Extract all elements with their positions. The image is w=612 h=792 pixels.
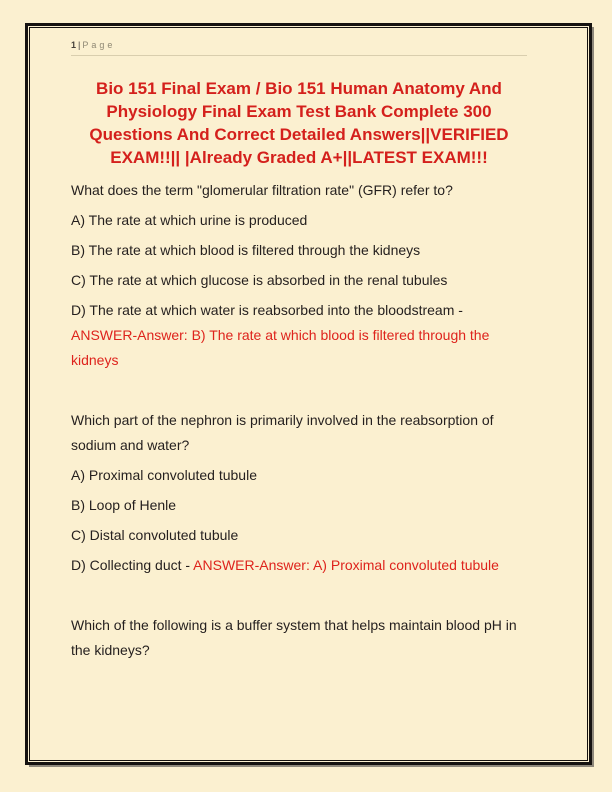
blank-line	[71, 378, 527, 403]
question-text: What does the term "glomerular filtration rate" (GFR) refer to?	[71, 182, 453, 198]
question-text: Which of the following is a buffer system that helps maintain blood pH in the kidneys?	[71, 617, 517, 658]
title-line: EXAM!!|| |Already Graded A+||LATEST EXAM!!!	[110, 148, 488, 167]
option-text: D) The rate at which water is reabsorbed into the bloodstream - ANSWER-Answer: B) The rate at which blood is filtered through the kidneys	[71, 302, 490, 368]
option-text: D) Collecting duct - ANSWER-Answer: A) Proximal convoluted tubule	[71, 557, 499, 573]
question-text: Which part of the nephron is primarily involved in the reabsorption of sodium and water?	[71, 412, 494, 453]
questions	[71, 178, 527, 663]
question-block	[71, 408, 527, 578]
option-text: B) The rate at which blood is filtered through the kidneys	[71, 242, 421, 258]
option-text: C) Distal convoluted tubule	[71, 527, 239, 543]
title-line: Bio 151 Final Exam / Bio 151 Human Anatomy And	[96, 79, 502, 98]
header-divider: |	[78, 40, 81, 50]
answer-text: ANSWER-Answer: B) The rate at which blood is filtered through the kidneys	[71, 327, 490, 368]
answer-text: ANSWER-Answer: A) Proximal convoluted tubule	[193, 557, 499, 573]
option-text: B) Loop of Henle	[71, 497, 177, 513]
title-line: Questions And Correct Detailed Answers||VERIFIED	[89, 125, 509, 144]
title-line: Physiology Final Exam Test Bank Complete 300	[106, 102, 492, 121]
sheet-border	[25, 23, 592, 765]
document-content	[71, 36, 527, 668]
option-text: C) The rate at which glucose is absorbed in the renal tubules	[71, 272, 448, 288]
header-label: Page	[82, 40, 116, 50]
blank-line	[71, 583, 527, 608]
option-text: A) Proximal convoluted tubule	[71, 467, 257, 483]
page-number: 1	[71, 40, 78, 50]
question-block	[71, 613, 527, 663]
page-header	[71, 36, 527, 56]
question-block	[71, 178, 527, 373]
option-text: A) The rate at which urine is produced	[71, 212, 308, 228]
sheet-inner-border	[29, 27, 588, 761]
document-title	[71, 77, 527, 169]
